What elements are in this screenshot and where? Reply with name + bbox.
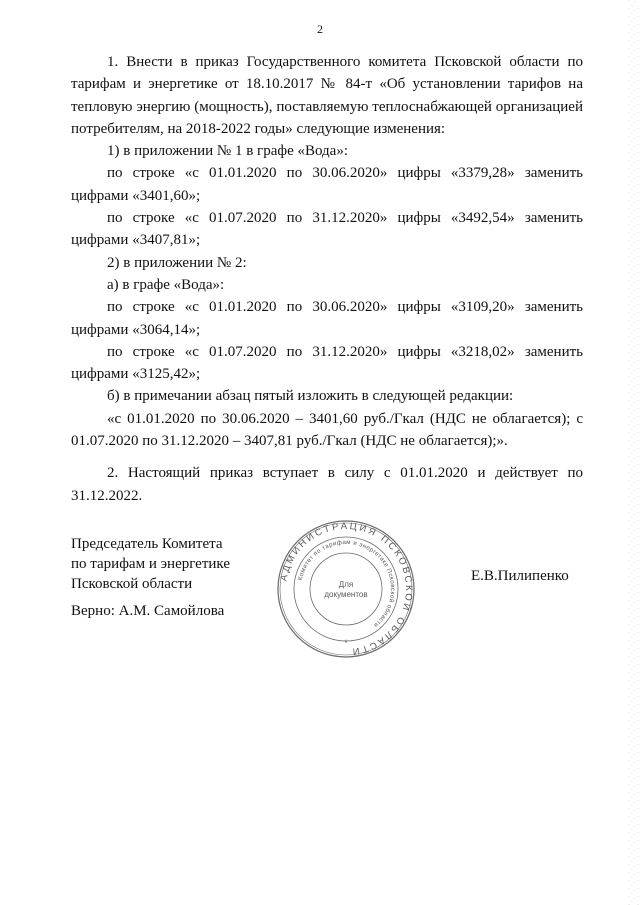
order-text: [71, 51, 583, 507]
paragraph-appendix-2: 2) в приложении № 2:: [107, 254, 247, 271]
verified-copy-note: Верно: А.М. Самойлова: [71, 603, 225, 619]
official-seal: [276, 519, 416, 659]
page-number: 2: [317, 22, 323, 36]
signatory-position: [71, 534, 230, 594]
seal-center-line-2: документов: [324, 590, 368, 599]
paragraph-item-1: 1. Внести в приказ Государственного комитета Псковской области по тарифам и энергетике от 18.10.2017 № 84-т «Об установлении тарифов на тепловую энергию (мощность), поставляемую теплоснабжающей организацией потребителям, на 2018-2022 годы» следующие изменения:: [71, 54, 583, 137]
signer-name: Е.В.Пилипенко: [471, 568, 569, 584]
paragraph-water-column: а) в графе «Вода»:: [107, 276, 225, 293]
scan-edge-noise: [626, 0, 640, 905]
paragraph-item-2: 2. Настоящий приказ вступает в силу с 01.01.2020 и действует по 31.12.2022.: [71, 465, 583, 504]
paragraph-row-3: по строке «с 01.01.2020 по 30.06.2020» цифры «3109,20» заменить цифрами «3064,14»;: [71, 299, 583, 338]
position-line-2: по тарифам и энергетике: [71, 556, 230, 572]
paragraph-row-4: по строке «с 01.07.2020 по 31.12.2020» цифры «3218,02» заменить цифрами «3125,42»;: [71, 343, 583, 383]
svg-text:*: *: [344, 638, 348, 648]
paragraph-note: б) в примечании абзац пятый изложить в следующей редакции:: [107, 388, 514, 405]
position-line-3: Псковской области: [71, 576, 193, 592]
seal-inner-text: Комитет по тарифам и энергетике Псковской области: [296, 538, 397, 629]
position-line-1: Председатель Комитета: [71, 536, 223, 552]
paragraph-row-1: по строке «с 01.01.2020 по 30.06.2020» цифры «3379,28» заменить цифрами «3401,60»;: [71, 165, 583, 204]
paragraph-note-text: «с 01.01.2020 по 30.06.2020 – 3401,60 руб./Гкал (НДС не облагается); с 01.07.2020 по 31.12.2020 – 3407,81 руб./Гкал (НДС не облагается);».: [71, 410, 583, 450]
seal-outer-text: АДМИНИСТРАЦИЯ ПСКОВСКОЙ ОБЛАСТИ: [278, 520, 415, 657]
seal-center-line-1: Для: [338, 580, 354, 589]
paragraph-appendix-1: 1) в приложении № 1 в графе «Вода»:: [107, 143, 349, 160]
paragraph-row-2: по строке «с 01.07.2020 по 31.12.2020» цифры «3492,54» заменить цифрами «3407,81»;: [71, 210, 583, 249]
